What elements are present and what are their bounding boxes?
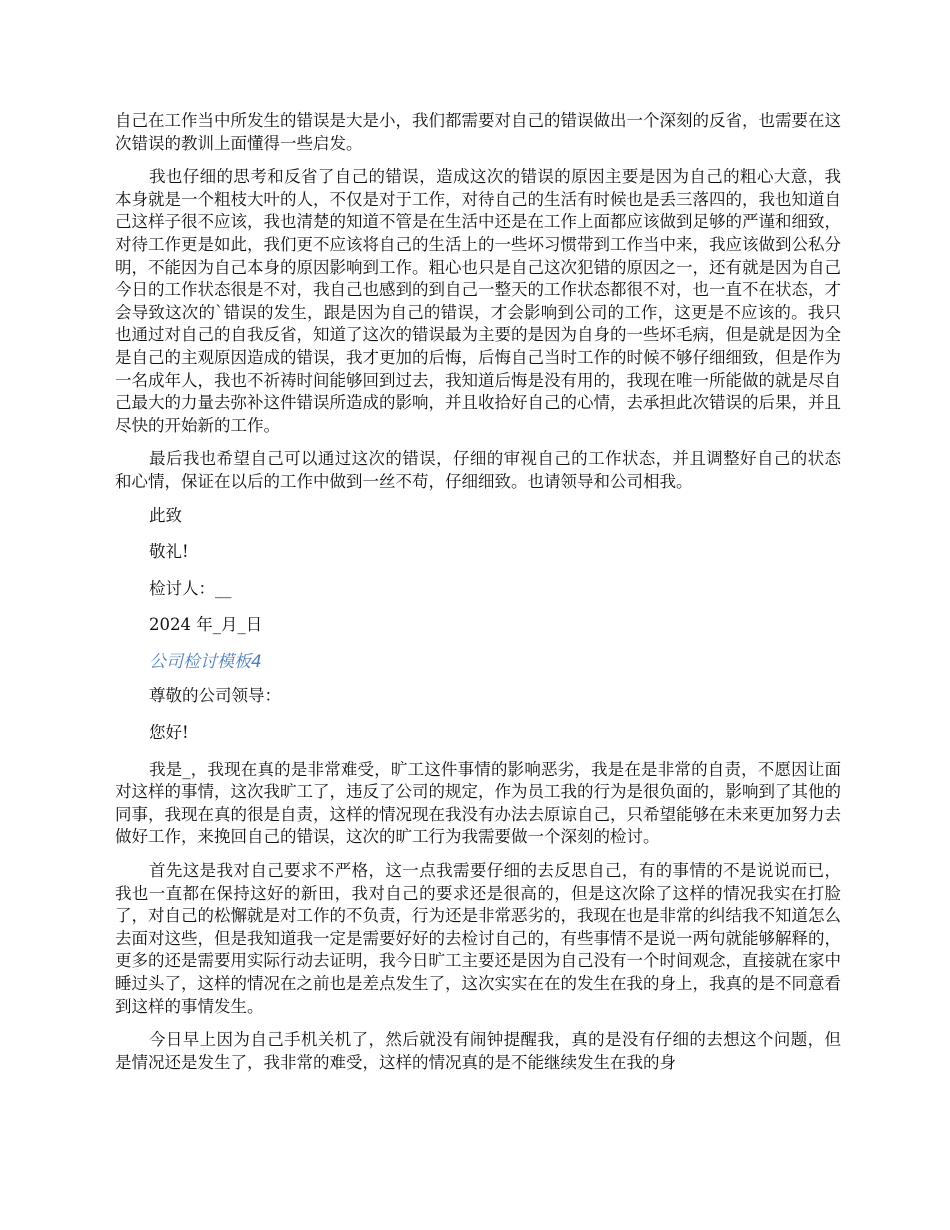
body-paragraph: 最后我也希望自己可以通过这次的错误，仔细的审视自己的工作状态，并且调整好自己的状态和心情，保证在以后的工作中做到一丝不苟，仔细细致。也请领导和公司相我。: [115, 449, 841, 491]
closing-line: 此致: [149, 505, 182, 525]
hello-line: 您好!: [149, 723, 189, 743]
body-paragraph: 我也仔细的思考和反省了自己的错误，造成这次的错误的原因主要是因为自己的粗心大意，我本身就是一个粗枝大叶的人，不仅是对于工作，对待自己的生活有时候也是丢三落四的，我也知道自己这样子很不应该，我也清楚的知道不管是在生活中还是在工作上面都应该做到足够的严谨和细致，对待工作更是如此，我们更不应该将自己的生活上的一些坏习惯带到工作当中来，我应该做到公私分明，不能因为自己本身的原因影响到工作。粗心也只是自己这次犯错的原因之一，还有就是因为自己今日的工作状态很是不对，我自己也感到的到自己一整天的工作状态都很不对，也一直不在状态，才会导致这次的`错误的发生，跟是因为自己的错误，才会影响到公司的工作，这更是不应该的。我只也通过对自己的自我反省，知道了这次的错误最为主要的是因为自身的一些坏毛病，但是就是因为全是自己的主观原因造成的错误，我才更加的后悔，后悔自己当时工作的时候不够仔细细致，但是作为一名成年人，我也不祈祷时间能够回到过去，我知道后悔是没有用的，我现在唯一所能做的就是尽自己最大的力量去弥补这件错误所造成的影响，并且收拾好自己的心情，去承担此次错误的后果，并且尽快的开始新的工作。: [115, 167, 841, 435]
body-paragraph: 首先这是我对自己要求不严格，这一点我需要仔细的去反思自己，有的事情的不是说说而已，我也一直都在保持这好的新田，我对自己的要求还是很高的，但是这次除了这样的情况我实在打脸了，对自己的松懈就是对工作的不负责，行为还是非常恶劣的，我现在也是非常的纠结我不知道怎么去面对这些，但是我知道我一定是需要好好的去检讨自己的，有些事情不是说一两句就能够解释的，更多的还是需要用实际行动去证明，我今日旷工主要还是因为自己没有一个时间观念，直接就在家中睡过头了，这样的情况在之前也是差点发生了，这次实实在在的发生在我的身上，我真的是不同意看到这样的事情发生。: [115, 861, 841, 1016]
section-heading: 公司检讨模板4: [149, 651, 262, 672]
signer-line: 检讨人：__: [149, 578, 232, 598]
body-paragraph: 今日早上因为自己手机关机了，然后就没有闹钟提醒我，真的是没有仔细的去想这个问题，但是情况还是发生了，我非常的难受，这样的情况真的是不能继续发生在我的身: [115, 1030, 841, 1072]
salute-line: 敬礼!: [149, 542, 189, 562]
date-line: 2024 年_月_日: [149, 615, 263, 635]
body-paragraph: 我是_，我现在真的是非常难受，旷工这件事情的影响恶劣，我是在是非常的自责，不愿因让面对这样的事情，这次我旷工了，违反了公司的规定，作为员工我的行为是很负面的，影响到了其他的同事，我现在真的很是自责，这样的情况现在我没有办法去原谅自己，只希望能够在未来更加努力去做好工作，来挽回自己的错误，这次的旷工行为我需要做一个深刻的检讨。: [115, 759, 841, 847]
greeting-line: 尊敬的公司领导：: [149, 686, 281, 706]
body-paragraph: 自己在工作当中所发生的错误是大是小，我们都需要对自己的错误做出一个深刻的反省，也需要在这次错误的教训上面懂得一些启发。: [115, 111, 841, 153]
document-page: [115, 110, 841, 1085]
